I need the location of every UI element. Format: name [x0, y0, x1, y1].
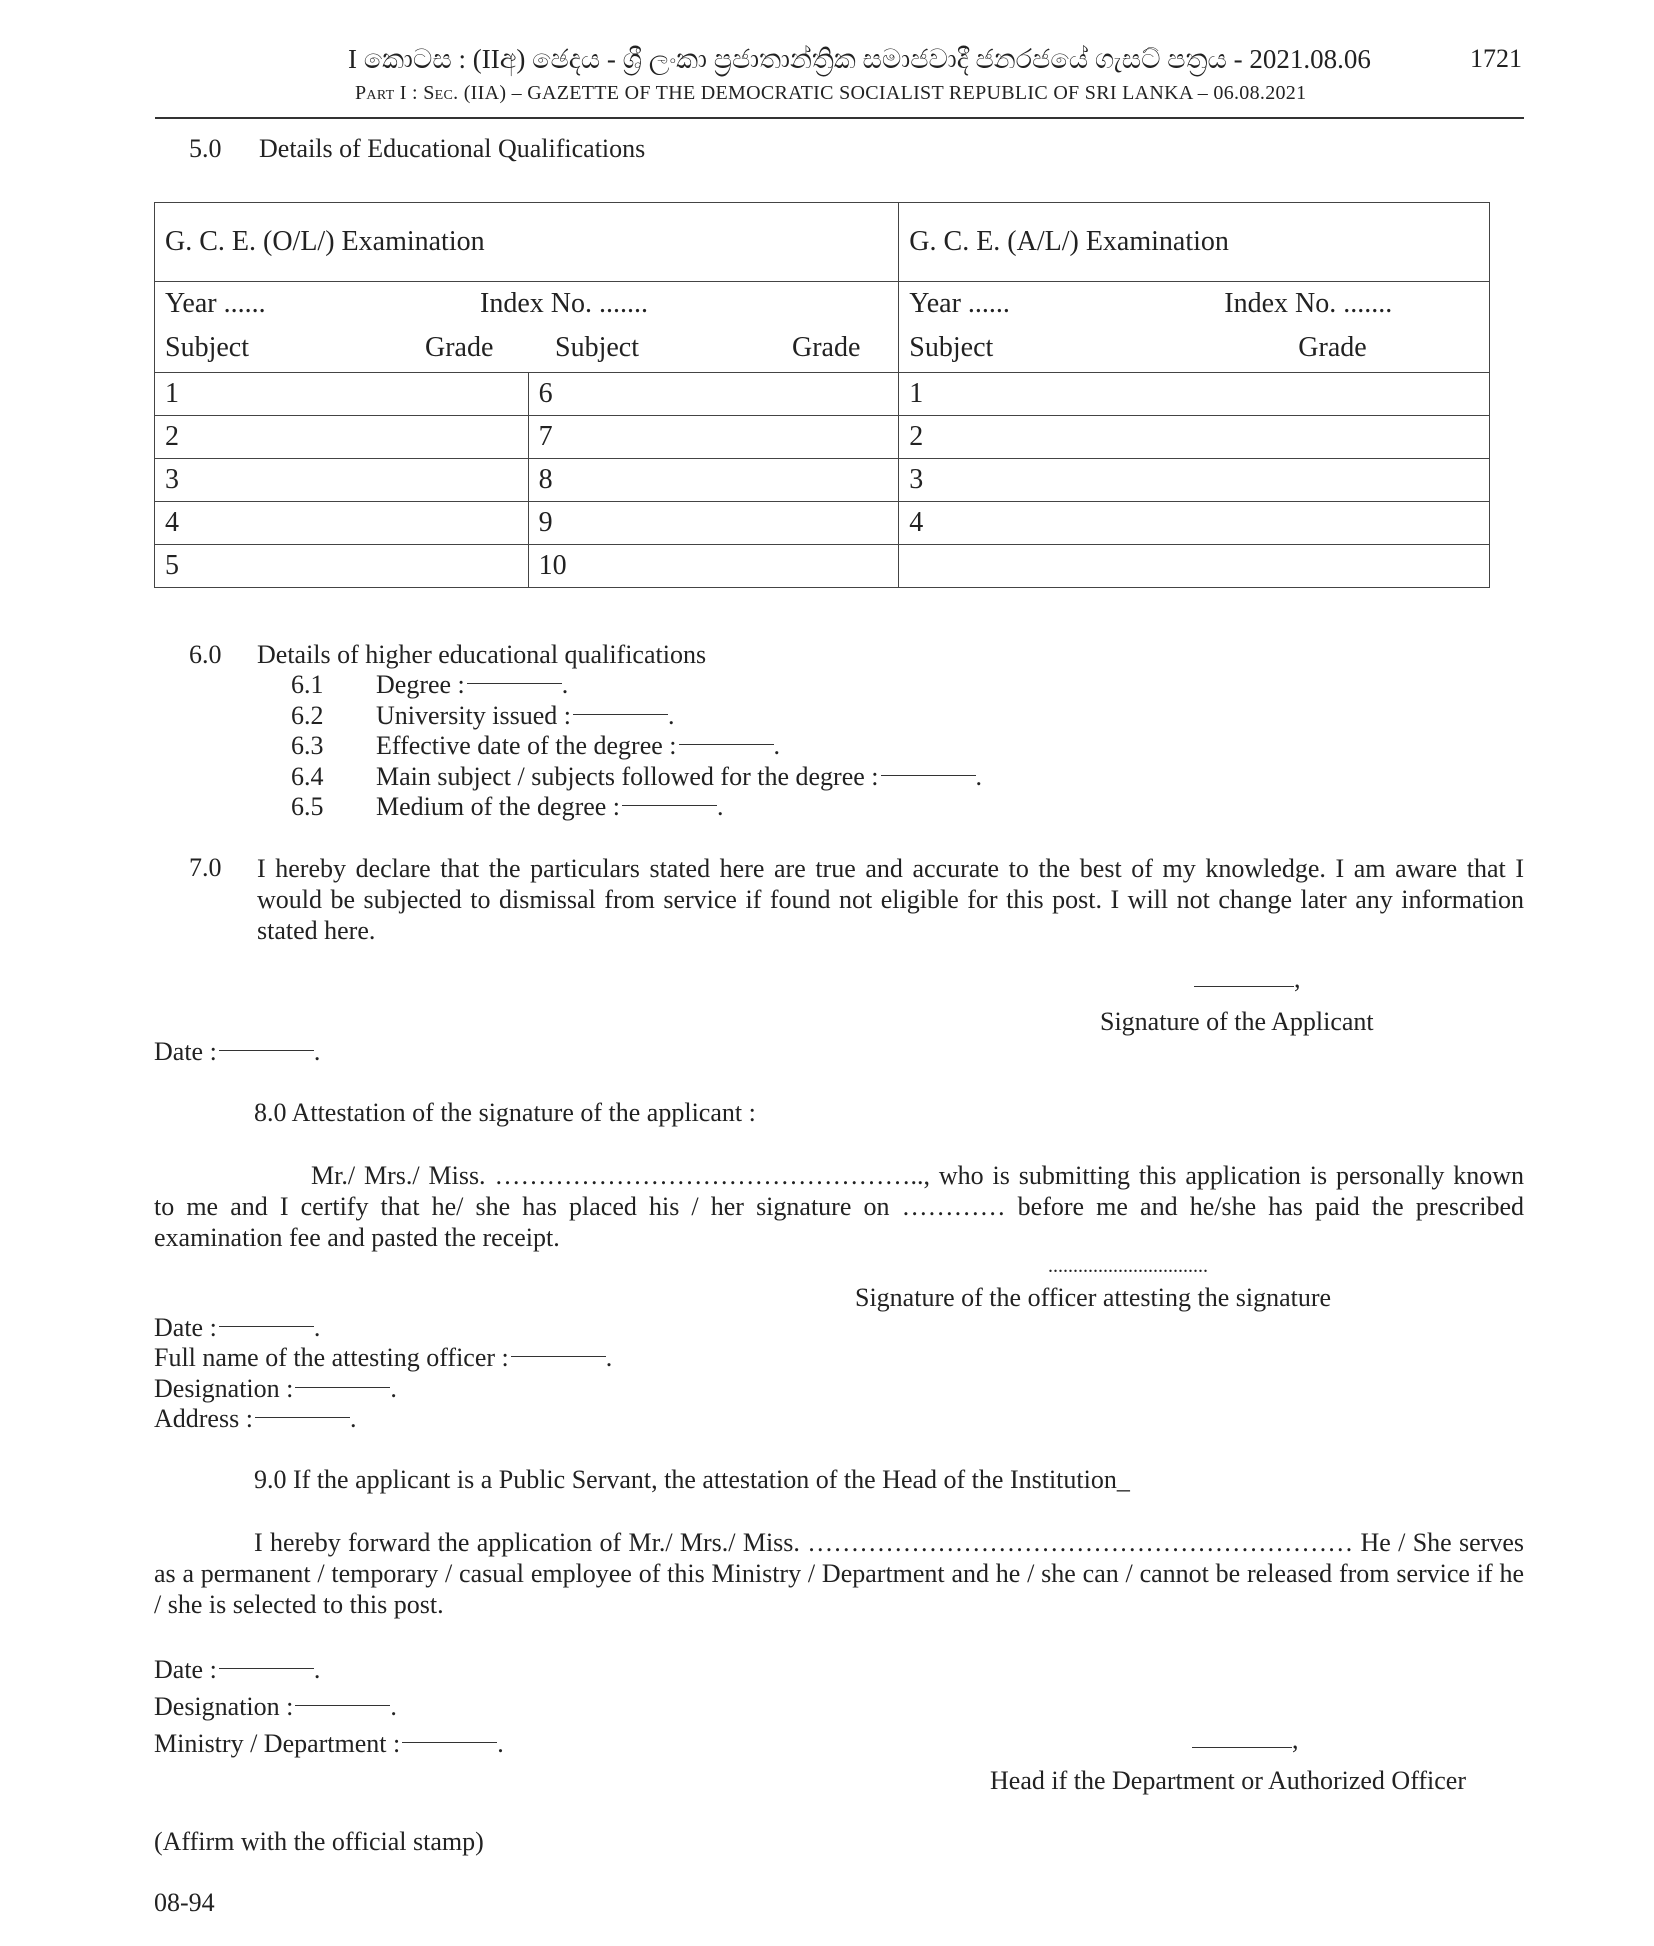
ol-details-cell	[155, 282, 899, 373]
al-row-number: 2	[899, 416, 1490, 459]
table-row	[155, 373, 1490, 416]
gazette-header-english	[355, 82, 1306, 105]
declaration-text: I hereby declare that the particulars stated here are true and accurate to the best of my knowledge. I am aware that I would be subjected to dismissal from service if found not eligible for this post. I will not change later any information stated here.	[257, 854, 1524, 945]
al-subject-label: Subject	[909, 332, 994, 363]
reference-number: 08-94	[154, 1888, 215, 1917]
table-row	[155, 416, 1490, 459]
item-6-1-number: 6.1	[291, 670, 324, 699]
date-label: Date :	[154, 1313, 217, 1342]
degree-label: Degree :	[376, 670, 465, 699]
al-row-number: 1	[899, 373, 1490, 416]
full-name-label: Full name of the attesting officer :	[154, 1343, 509, 1372]
ol-row-number: 2	[155, 416, 529, 459]
blank-line	[295, 1705, 390, 1706]
item-6-5: Medium of the degree : .	[376, 792, 724, 821]
ol-grade-label-2: Grade	[792, 332, 861, 363]
section-5-title: Details of Educational Qualifications	[259, 134, 646, 163]
applicant-signature-label: Signature of the Applicant	[1100, 1007, 1374, 1036]
ol-row-number: 6	[528, 373, 899, 416]
ol-index: Index No. .......	[480, 288, 648, 319]
attesting-officer-name: Full name of the attesting officer : .	[154, 1343, 613, 1372]
section-5-number: 5.0	[189, 134, 222, 163]
blank-line	[219, 1326, 314, 1327]
al-subject-grade-row	[909, 332, 1479, 372]
ol-row-number: 9	[528, 502, 899, 545]
date-label: Date :	[154, 1037, 217, 1066]
ol-subject-label-2: Subject	[555, 332, 639, 363]
al-row-number: 4	[899, 502, 1490, 545]
head-signature-label: Head if the Department or Authorized Officer	[990, 1766, 1466, 1795]
al-header-cell	[899, 203, 1490, 282]
blank-line	[219, 1668, 314, 1669]
section-9-title: 9.0 If the applicant is a Public Servant, the attestation of the Head of the Institution_	[254, 1465, 1130, 1494]
ministry-label: Ministry / Department :	[154, 1729, 401, 1758]
ol-row-number: 4	[155, 502, 529, 545]
ol-title: G. C. E. (O/L/) Examination	[165, 226, 485, 257]
ol-grade-label-1: Grade	[425, 332, 494, 363]
blank-line	[295, 1387, 390, 1388]
applicant-signature-line: ,	[1194, 964, 1301, 994]
ol-row-number: 1	[155, 373, 529, 416]
table-row	[155, 545, 1490, 588]
section-8-title: 8.0 Attestation of the signature of the applicant :	[254, 1098, 756, 1127]
medium-label: Medium of the degree :	[376, 792, 621, 821]
al-row-number: 3	[899, 459, 1490, 502]
item-6-2-number: 6.2	[291, 701, 324, 730]
gazette-header-sinhala: I කොටස : (IIඅ) ඡෙදය - ශ්‍රී ලංකා ප්‍රජාතාන්ත්‍රික සමාජවාදී ජනරජයේ ගැසට් පත්‍රය - 2021.08.06	[348, 44, 1371, 74]
attesting-address: Address : .	[154, 1404, 357, 1433]
head-signature-line: ,	[1192, 1725, 1299, 1755]
ol-subject-label-1: Subject	[165, 332, 249, 363]
gazette-title: – GAZETTE OF THE DEMOCRATIC SOCIALIST REPUBLIC OF SRI LANKA – 06.08.2021	[511, 82, 1307, 104]
ol-year-index-row	[165, 282, 888, 332]
signature-rule	[1192, 1747, 1292, 1748]
page-number: 1721	[1470, 44, 1522, 73]
al-index: Index No. .......	[1224, 288, 1393, 319]
ol-row-number: 7	[528, 416, 899, 459]
item-6-1: Degree : .	[376, 670, 569, 699]
blank-line	[467, 683, 562, 684]
blank-line	[511, 1356, 606, 1357]
blank-line	[402, 1742, 497, 1743]
ol-header-cell	[155, 203, 899, 282]
ol-row-number: 3	[155, 459, 529, 502]
stamp-note: (Affirm with the official stamp)	[154, 1827, 484, 1856]
attesting-signature-label: Signature of the officer attesting the signature	[855, 1283, 1332, 1312]
ol-row-number: 10	[528, 545, 899, 588]
blank-line	[679, 744, 774, 745]
main-subject-label: Main subject / subjects followed for the degree :	[376, 762, 879, 791]
item-6-3-number: 6.3	[291, 731, 324, 760]
al-details-cell	[899, 282, 1490, 373]
blank-line	[622, 805, 717, 806]
head-date: Date : .	[154, 1655, 321, 1684]
table-row	[155, 502, 1490, 545]
forwarding-paragraph: I hereby forward the application of Mr./ Mrs./ Miss. ……………………………………………………… He / She serves as a permanent / temporary / casual employee of this Ministry / Department and he / she can / cannot be released from service if he / she is selected to this post.	[154, 1528, 1524, 1619]
attesting-date: Date : .	[154, 1313, 321, 1342]
effective-date-label: Effective date of the degree :	[376, 731, 677, 760]
part-label: Part I : Sec. (IIA)	[355, 82, 507, 104]
al-grade-label: Grade	[1298, 332, 1367, 363]
address-label: Address :	[154, 1404, 253, 1433]
table-row	[155, 459, 1490, 502]
header-rule	[155, 117, 1524, 119]
date-label: Date :	[154, 1655, 217, 1684]
designation-label: Designation :	[154, 1692, 294, 1721]
attesting-designation: Designation : .	[154, 1374, 397, 1403]
section-7-number: 7.0	[189, 853, 222, 882]
designation-label: Designation :	[154, 1374, 294, 1403]
section-6-number: 6.0	[189, 640, 222, 669]
attesting-signature-dots: ................................	[1048, 1255, 1208, 1277]
blank-line	[255, 1417, 350, 1418]
blank-line	[219, 1050, 314, 1051]
section-6-title: Details of higher educational qualifications	[257, 640, 707, 669]
head-ministry: Ministry / Department : .	[154, 1729, 504, 1758]
al-title: G. C. E. (A/L/) Examination	[909, 226, 1229, 257]
item-6-3: Effective date of the degree : .	[376, 731, 781, 760]
blank-line	[573, 714, 668, 715]
item-6-2: University issued : .	[376, 701, 675, 730]
al-year: Year ......	[909, 288, 1010, 319]
ol-year: Year ......	[165, 288, 266, 319]
ol-row-number: 8	[528, 459, 899, 502]
attestation-paragraph: Mr./ Mrs./ Miss. ………………………………………….., who is submitting this application is personally known to me and I certify that he/ she has placed his / her signature on ………… before me and he/she has paid the prescribed examination fee and pasted the receipt.	[154, 1161, 1524, 1252]
head-designation: Designation : .	[154, 1692, 397, 1721]
applicant-date: Date : .	[154, 1037, 321, 1066]
item-6-4-number: 6.4	[291, 762, 324, 791]
signature-rule	[1194, 986, 1294, 987]
ol-row-number: 5	[155, 545, 529, 588]
education-qualifications-table	[154, 202, 1490, 588]
item-6-4: Main subject / subjects followed for the degree : .	[376, 762, 983, 791]
ol-subject-grade-row	[165, 332, 888, 372]
item-6-5-number: 6.5	[291, 792, 324, 821]
university-label: University issued :	[376, 701, 571, 730]
blank-line	[881, 775, 976, 776]
al-year-index-row	[909, 282, 1479, 332]
al-row-number	[899, 545, 1490, 588]
